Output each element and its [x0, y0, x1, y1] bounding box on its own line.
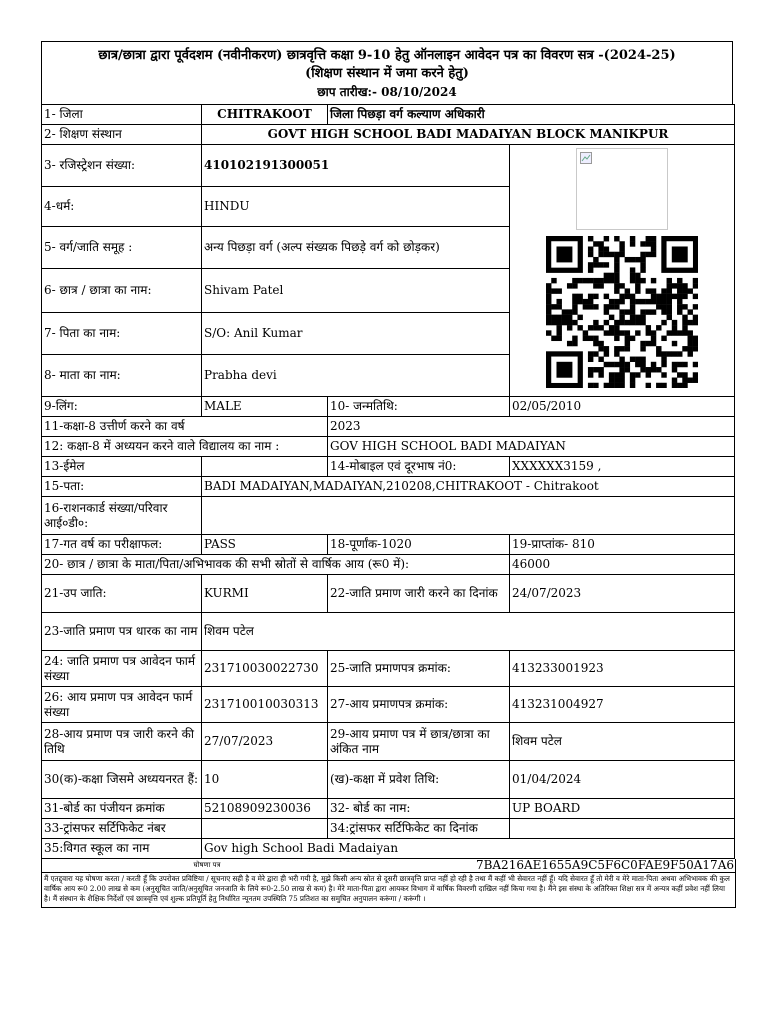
table-row	[42, 651, 735, 687]
broken-image-icon	[580, 152, 592, 164]
qr-code-icon	[546, 236, 698, 388]
table-row	[42, 497, 735, 535]
table-row	[42, 145, 735, 187]
dob-value: 02/05/2010	[510, 397, 735, 417]
address-value: BADI MADAIYAN,MADAIYAN,210208,CHITRAKOOT - Chitrakoot	[202, 477, 735, 497]
father-name-value: S/O: Anil Kumar	[202, 313, 510, 355]
tc-date-label: 34:ट्रांसफर सर्टिफिकेट का दिनांक	[328, 819, 510, 839]
category-label: 5- वर्ग/जाति समूह :	[42, 227, 202, 269]
income-name-label: 29-आय प्रमाण पत्र में छात्र/छात्रा का अंकित नाम	[328, 723, 510, 761]
result-label: 17-गत वर्ष का परीक्षाफल:	[42, 535, 202, 555]
declaration-label: घोषणा पत्र	[193, 861, 221, 869]
table-row	[42, 761, 735, 799]
print-date: छाप तारीख:- 08/10/2024	[317, 85, 457, 99]
income-date-label: 28-आय प्रमाण पत्र जारी करने की तिथि	[42, 723, 202, 761]
email-label: 13-ईमेल	[42, 457, 202, 477]
declaration-section	[41, 859, 736, 908]
address-label: 15-पता:	[42, 477, 202, 497]
caste-cert-value: 413233001923	[510, 651, 735, 687]
admission-date-label: (ख)-कक्षा में प्रवेश तिथि:	[328, 761, 510, 799]
officer-title: जिला पिछड़ा वर्ग कल्याण अधिकारी	[328, 105, 735, 125]
student-name-value: Shivam Patel	[202, 269, 510, 313]
table-row	[42, 799, 735, 819]
income-name-value: शिवम पटेल	[510, 723, 735, 761]
caste-date-label: 22-जाति प्रमाण जारी करने का दिनांक	[328, 575, 510, 613]
header-subtitle: (शिक्षण संस्थान में जमा करने हेतु)	[305, 66, 469, 81]
table-row	[42, 839, 735, 859]
table-row	[42, 397, 735, 417]
caste-app-value: 231710030022730	[202, 651, 328, 687]
table-row	[42, 417, 735, 437]
caste-date-value: 24/07/2023	[510, 575, 735, 613]
district-label: 1- जिला	[42, 105, 202, 125]
caste-holder-value: शिवम पटेल	[202, 613, 735, 651]
gender-label: 9-लिंग:	[42, 397, 202, 417]
class8-school-value: GOV HIGH SCHOOL BADI MADAIYAN	[328, 437, 735, 457]
income-value: 46000	[510, 555, 735, 575]
table-row	[42, 125, 735, 145]
mother-name-value: Prabha devi	[202, 355, 510, 397]
declaration-text: मैं एतद्द्वारा यह घोषणा करता / करती हूँ कि उपरोक्त प्रविष्टिया / सूचनाए सही है व मेरे द्वारा ही भरी गयी है, मुझे किसी अन्य स्रोत से दूसरी छात्रवृत्ति प्राप्त नहीं हो रही है तथा मैं कहीं भी सेवारत नहीं हूँ। यदि सेवारत हूँ तो मेरी व मेरे माता-पिता अथवा अभिभावक की कुल वार्षिक आय रू0 2.00 लाख से कम (अनुसूचित जाति/अनुसूचित जनजाति के लिये रू0-2.50 लाख से कम) है। मेरे माता-पिता द्वारा आयकर विभाग में वार्षिक विवरणी दाखिल नहीं किया गया है। मैंने इस संस्था के अतिरिक्त शिक्षा सत्र में अन्यत्र कहीं प्रवेश नहीं लिया है। मैं संस्थान के शैक्षिक निर्देशों एवं छात्रवृत्ति एवं शुल्क प्रतिपूर्ति हेतु निर्धारित न्यूनतम उपस्थिति 75 प्रतिशत का समुचित अनुपालन करूंगा / करूंगी ।	[44, 874, 730, 903]
religion-value: HINDU	[202, 187, 510, 227]
subcaste-value: KURMI	[202, 575, 328, 613]
prev-school-label: 35:विगत स्कूल का नाम	[42, 839, 202, 859]
table-row	[42, 105, 735, 125]
tc-date-value	[510, 819, 735, 839]
income-app-value: 231710010030313	[202, 687, 328, 723]
income-cert-value: 413231004927	[510, 687, 735, 723]
tc-number-label: 33-ट्रांसफर सर्टिफिकेट नंबर	[42, 819, 202, 839]
income-label: 20- छात्र / छात्रा के माता/पिता/अभिभावक की सभी स्रोतों से वार्षिक आय (रू0 में):	[42, 555, 510, 575]
income-date-value: 27/07/2023	[202, 723, 328, 761]
table-row	[42, 687, 735, 723]
table-row	[42, 575, 735, 613]
mother-name-label: 8- माता का नाम:	[42, 355, 202, 397]
table-row	[42, 723, 735, 761]
verification-code: 7BA216AE1655A9C5F6C0FAE9F50A17A6	[475, 858, 734, 872]
max-marks: 18-पूर्णांक-1020	[328, 535, 510, 555]
caste-app-label: 24: जाति प्रमाण पत्र आवेदन फार्म संख्या	[42, 651, 202, 687]
class8-school-label: 12: कक्षा-8 में अध्ययन करने वाले विद्यालय का नाम :	[42, 437, 328, 457]
admission-date-value: 01/04/2024	[510, 761, 735, 799]
subcaste-label: 21-उप जाति:	[42, 575, 202, 613]
email-value	[202, 457, 328, 477]
obtained-marks: 19-प्राप्तांक- 810	[510, 535, 735, 555]
registration-label: 3- रजिस्ट्रेशन संख्या:	[42, 145, 202, 187]
institute-label: 2- शिक्षण संस्थान	[42, 125, 202, 145]
ration-value	[202, 497, 735, 535]
board-name-value: UP BOARD	[510, 799, 735, 819]
income-cert-label: 27-आय प्रमाणपत्र क्रमांक:	[328, 687, 510, 723]
table-row	[42, 613, 735, 651]
student-photo	[576, 148, 668, 230]
mobile-label: 14-मोबाइल एवं दूरभाष नं0:	[328, 457, 510, 477]
table-row	[42, 457, 735, 477]
board-reg-value: 52108909230036	[202, 799, 328, 819]
caste-holder-label: 23-जाति प्रमाण पत्र धारक का नाम	[42, 613, 202, 651]
table-row	[42, 535, 735, 555]
declaration-header-row	[42, 859, 735, 873]
application-sheet	[41, 41, 733, 908]
class8-year-label: 11-कक्षा-8 उत्तीर्ण करने का वर्ष	[42, 417, 328, 437]
table-row	[42, 819, 735, 839]
form-header	[41, 41, 733, 104]
student-name-label: 6- छात्र / छात्रा का नाम:	[42, 269, 202, 313]
details-table	[41, 104, 735, 859]
mobile-value: XXXXXX3159 ,	[510, 457, 735, 477]
photo-qr-cell	[510, 145, 735, 397]
board-reg-label: 31-बोर्ड का पंजीयन क्रमांक	[42, 799, 202, 819]
religion-label: 4-धर्म:	[42, 187, 202, 227]
registration-value: 410102191300051	[202, 145, 510, 187]
board-name-label: 32- बोर्ड का नाम:	[328, 799, 510, 819]
current-class-value: 10	[202, 761, 328, 799]
class8-year-value: 2023	[328, 417, 735, 437]
dob-label: 10- जन्मतिथि:	[328, 397, 510, 417]
institute-value: GOVT HIGH SCHOOL BADI MADAIYAN BLOCK MANIKPUR	[202, 125, 735, 145]
header-title: छात्र/छात्रा द्वारा पूर्वदशम (नवीनीकरण) छात्रवृत्ति कक्षा 9-10 हेतु ऑनलाइन आवेदन पत्र का विवरण सत्र -(2024-25)	[98, 48, 676, 63]
prev-school-value: Gov high School Badi Madaiyan	[202, 839, 735, 859]
caste-cert-label: 25-जाति प्रमाणपत्र क्रमांक:	[328, 651, 510, 687]
current-class-label: 30(क)-कक्षा जिसमे अध्ययनरत हैं:	[42, 761, 202, 799]
district-value: CHITRAKOOT	[202, 105, 328, 125]
tc-number-value	[202, 819, 328, 839]
income-app-label: 26: आय प्रमाण पत्र आवेदन फार्म संख्या	[42, 687, 202, 723]
table-row	[42, 477, 735, 497]
result-value: PASS	[202, 535, 328, 555]
ration-label: 16-राशनकार्ड संख्या/परिवार आई०डी०:	[42, 497, 202, 535]
category-value: अन्य पिछड़ा वर्ग (अल्प संख्यक पिछड़े वर्ग को छोड़कर)	[202, 227, 510, 269]
father-name-label: 7- पिता का नाम:	[42, 313, 202, 355]
table-row	[42, 437, 735, 457]
table-row	[42, 555, 735, 575]
gender-value: MALE	[202, 397, 328, 417]
